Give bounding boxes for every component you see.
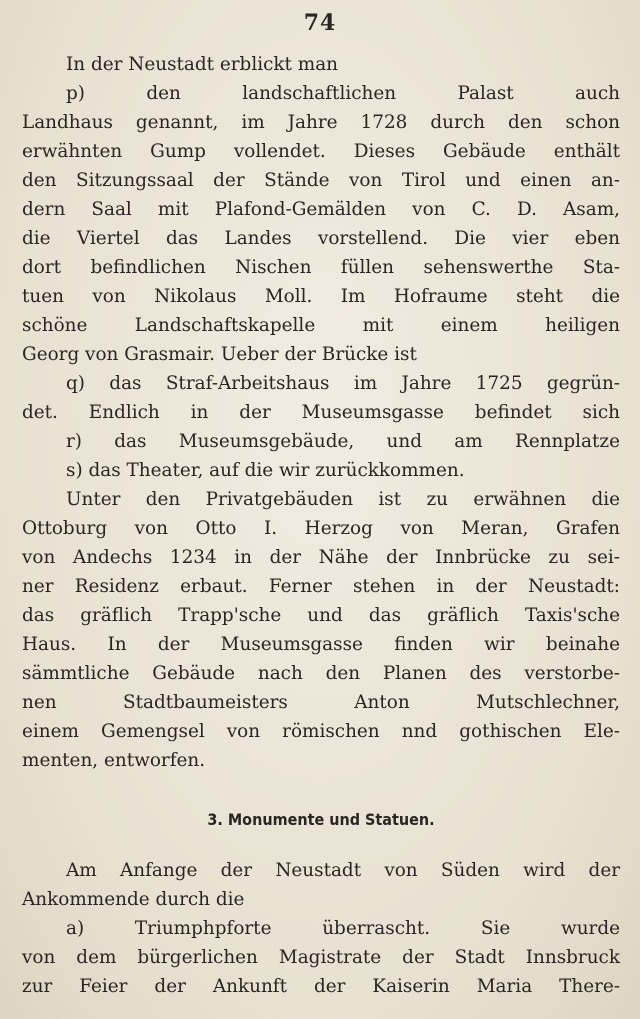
text-line: a) Triumphpforte überrascht. Sie wurde [66,918,620,939]
text-line: dort befindlichen Nischen füllen sehenswerthe Sta- [22,257,620,278]
paragraph-group-2 [22,856,620,1001]
text-line: q) das Straf-Arbeitshaus im Jahre 1725 gegrün- [66,373,620,394]
section-heading: 3. Monumente und Statuen. [207,810,435,829]
text-line: von dem bürgerlichen Magistrate der Stadt Innsbruck [22,947,620,968]
body-text [22,50,620,1001]
text-line: tuen von Nikolaus Moll. Im Hofraume steht die [22,286,620,307]
text-line: Unter den Privatgebäuden ist zu erwähnen die [66,489,620,510]
text-line: Georg von Grasmair. Ueber der Brücke ist [22,344,417,365]
text-line: r) das Museumsgebäude, und am Rennplatze [66,431,620,452]
text-line: dern Saal mit Plafond-Gemälden von C. D. Asam, [22,199,620,220]
paragraph-group-1 [22,50,620,775]
text-line: s) das Theater, auf die wir zurückkommen. [66,460,465,481]
text-line: Ottoburg von Otto I. Herzog von Meran, Grafen [22,518,620,539]
text-line: zur Feier der Ankunft der Kaiserin Maria There- [22,976,620,997]
text-line: erwähnten Gump vollendet. Dieses Gebäude enthält [22,141,620,162]
text-line: p) den landschaftlichen Palast auch [66,83,620,104]
text-line: ner Residenz erbaut. Ferner stehen in der Neustadt: [22,576,620,597]
text-line: schöne Landschaftskapelle mit einem heiligen [22,315,620,336]
text-line: In der Neustadt erblickt man [66,54,339,75]
text-line: Am Anfange der Neustadt von Süden wird der [66,860,620,881]
text-line: nen Stadtbaumeisters Anton Mutschlechner, [22,692,620,713]
text-line: det. Endlich in der Museumsgasse befindet sich [22,402,620,423]
text-line: einem Gemengsel von römischen nnd gothischen Ele- [22,721,620,742]
text-line: sämmtliche Gebäude nach den Planen des verstorbe- [22,663,620,684]
text-line: von Andechs 1234 in der Nähe der Innbrücke zu sei- [22,547,620,568]
text-line: das gräflich Trapp'sche und das gräflich Taxis'sche [22,605,620,626]
text-line: den Sitzungssaal der Stände von Tirol und einen an- [22,170,620,191]
text-line: Haus. In der Museumsgasse finden wir beinahe [22,634,620,655]
text-line: die Viertel das Landes vorstellend. Die vier eben [22,228,620,249]
page-number: 74 [303,10,337,36]
text-line: Landhaus genannt, im Jahre 1728 durch den schon [22,112,620,133]
text-line: menten, entworfen. [22,750,206,771]
text-line: Ankommende durch die [22,889,245,910]
